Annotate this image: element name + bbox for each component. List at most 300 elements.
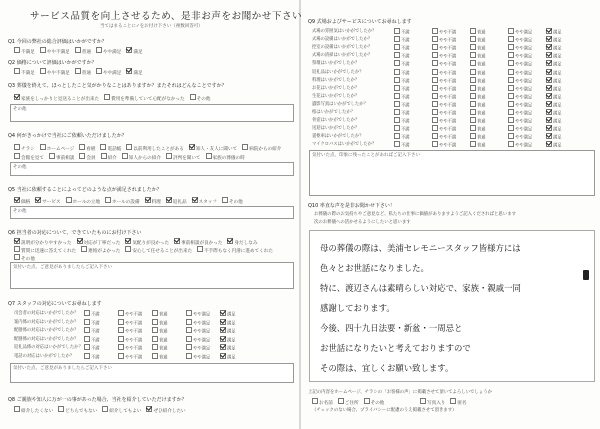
option-item[interactable] xyxy=(14,249,76,254)
q3-other-box[interactable] xyxy=(10,104,294,122)
checkbox[interactable] xyxy=(126,144,132,150)
checkbox[interactable] xyxy=(126,68,132,74)
rating-option[interactable] xyxy=(508,101,546,109)
rating-option[interactable] xyxy=(546,44,584,52)
rating-option[interactable] xyxy=(546,28,584,36)
checkbox[interactable] xyxy=(14,246,20,252)
checkbox[interactable] xyxy=(420,398,426,404)
checkbox[interactable] xyxy=(508,141,514,147)
checkbox[interactable] xyxy=(81,246,87,252)
checkbox[interactable] xyxy=(508,44,514,50)
q8-options[interactable] xyxy=(14,406,191,414)
checkbox[interactable] xyxy=(145,197,151,203)
rating-option[interactable] xyxy=(394,117,432,125)
rating-option[interactable] xyxy=(394,141,432,149)
checkbox[interactable] xyxy=(49,153,55,159)
rating-option[interactable] xyxy=(508,85,546,93)
rating-option[interactable] xyxy=(394,125,432,133)
rating-option[interactable] xyxy=(508,36,546,44)
rating-option[interactable] xyxy=(432,60,470,68)
checkbox[interactable] xyxy=(508,77,514,83)
checkbox[interactable] xyxy=(105,197,111,203)
option-item[interactable] xyxy=(96,50,121,55)
rating-option[interactable] xyxy=(432,77,470,85)
rating-option[interactable] xyxy=(152,319,186,327)
rating-option[interactable] xyxy=(432,36,470,44)
checkbox[interactable] xyxy=(470,93,476,99)
checkbox[interactable] xyxy=(394,101,400,107)
option-item[interactable] xyxy=(122,156,161,161)
checkbox[interactable] xyxy=(192,197,198,203)
q1-options[interactable] xyxy=(14,47,148,55)
checkbox[interactable] xyxy=(508,60,514,66)
rating-option[interactable] xyxy=(432,101,470,109)
rating-option[interactable] xyxy=(394,109,432,117)
checkbox[interactable] xyxy=(14,238,20,244)
checkbox[interactable] xyxy=(152,353,158,359)
rating-option[interactable] xyxy=(394,44,432,52)
q11-options-2[interactable] xyxy=(420,398,472,406)
checkbox[interactable] xyxy=(14,406,20,412)
rating-option[interactable] xyxy=(394,93,432,101)
checkbox[interactable] xyxy=(220,336,226,342)
rating-option[interactable] xyxy=(546,69,584,77)
checkbox[interactable] xyxy=(470,69,476,75)
checkbox[interactable] xyxy=(394,36,400,42)
option-item[interactable] xyxy=(49,156,74,161)
checkbox[interactable] xyxy=(186,319,192,325)
checkbox[interactable] xyxy=(394,85,400,91)
rating-option[interactable] xyxy=(508,93,546,101)
rating-option[interactable] xyxy=(508,77,546,85)
checkbox[interactable] xyxy=(470,52,476,58)
checkbox[interactable] xyxy=(166,153,172,159)
rating-option[interactable] xyxy=(508,141,546,149)
checkbox[interactable] xyxy=(432,60,438,66)
rating-option[interactable] xyxy=(432,117,470,125)
rating-option[interactable] xyxy=(432,28,470,36)
rating-option[interactable] xyxy=(508,44,546,52)
rating-option[interactable] xyxy=(470,109,508,117)
checkbox[interactable] xyxy=(84,319,90,325)
q4-options-row2[interactable] xyxy=(14,153,250,161)
checkbox[interactable] xyxy=(126,47,132,53)
rating-option[interactable] xyxy=(394,133,432,141)
rating-option[interactable] xyxy=(186,336,220,344)
rating-option[interactable] xyxy=(152,353,186,361)
option-item[interactable] xyxy=(242,147,281,152)
rating-option[interactable] xyxy=(118,327,152,335)
checkbox[interactable] xyxy=(432,52,438,58)
checkbox[interactable] xyxy=(394,44,400,50)
rating-option[interactable] xyxy=(470,69,508,77)
checkbox[interactable] xyxy=(394,117,400,123)
checkbox[interactable] xyxy=(84,336,90,342)
checkbox[interactable] xyxy=(508,101,514,107)
rating-option[interactable] xyxy=(546,109,584,117)
rating-option[interactable] xyxy=(470,77,508,85)
q6-options-row1[interactable] xyxy=(14,238,262,246)
checkbox[interactable] xyxy=(118,344,124,350)
option-item[interactable] xyxy=(192,200,217,205)
q2-options[interactable] xyxy=(14,68,148,76)
option-item[interactable] xyxy=(75,50,91,55)
rating-option[interactable] xyxy=(220,319,254,327)
rating-option[interactable] xyxy=(84,310,118,318)
checkbox[interactable] xyxy=(546,77,552,83)
rating-option[interactable] xyxy=(470,85,508,93)
option-item[interactable] xyxy=(14,241,72,246)
checkbox[interactable] xyxy=(432,125,438,131)
rating-option[interactable] xyxy=(186,310,220,318)
option-item[interactable] xyxy=(312,401,333,406)
rating-option[interactable] xyxy=(394,85,432,93)
checkbox[interactable] xyxy=(186,353,192,359)
rating-option[interactable] xyxy=(432,93,470,101)
rating-option[interactable] xyxy=(470,133,508,141)
checkbox[interactable] xyxy=(546,36,552,42)
checkbox[interactable] xyxy=(220,327,226,333)
checkbox[interactable] xyxy=(189,144,195,150)
checkbox[interactable] xyxy=(146,406,152,412)
rating-option[interactable] xyxy=(432,133,470,141)
rating-option[interactable] xyxy=(546,77,584,85)
q9-comment-box[interactable] xyxy=(309,150,595,196)
checkbox[interactable] xyxy=(470,85,476,91)
checkbox[interactable] xyxy=(432,77,438,83)
option-item[interactable] xyxy=(190,97,211,102)
checkbox[interactable] xyxy=(166,197,172,203)
checkbox[interactable] xyxy=(546,125,552,131)
checkbox[interactable] xyxy=(432,93,438,99)
checkbox[interactable] xyxy=(152,336,158,342)
option-item[interactable] xyxy=(40,147,74,152)
checkbox[interactable] xyxy=(508,36,514,42)
rating-option[interactable] xyxy=(84,327,118,335)
checkbox[interactable] xyxy=(546,141,552,147)
rating-option[interactable] xyxy=(152,336,186,344)
checkbox[interactable] xyxy=(546,28,552,34)
checkbox[interactable] xyxy=(220,310,226,316)
option-item[interactable] xyxy=(79,156,95,161)
checkbox[interactable] xyxy=(394,69,400,75)
checkbox[interactable] xyxy=(14,254,20,260)
rating-option[interactable] xyxy=(508,125,546,133)
checkbox[interactable] xyxy=(118,310,124,316)
checkbox[interactable] xyxy=(152,310,158,316)
checkbox[interactable] xyxy=(470,117,476,123)
checkbox[interactable] xyxy=(14,94,20,100)
checkbox[interactable] xyxy=(84,353,90,359)
checkbox[interactable] xyxy=(546,44,552,50)
checkbox[interactable] xyxy=(35,197,41,203)
rating-option[interactable] xyxy=(470,125,508,133)
checkbox[interactable] xyxy=(546,101,552,107)
checkbox[interactable] xyxy=(432,141,438,147)
rating-option[interactable] xyxy=(152,327,186,335)
rating-option[interactable] xyxy=(432,109,470,117)
checkbox[interactable] xyxy=(432,133,438,139)
checkbox[interactable] xyxy=(470,133,476,139)
checkbox[interactable] xyxy=(432,36,438,42)
checkbox[interactable] xyxy=(470,101,476,107)
rating-option[interactable] xyxy=(84,336,118,344)
rating-option[interactable] xyxy=(470,36,508,44)
option-item[interactable] xyxy=(222,200,243,205)
rating-option[interactable] xyxy=(186,344,220,352)
option-item[interactable] xyxy=(166,156,201,161)
option-item[interactable] xyxy=(125,241,169,246)
checkbox[interactable] xyxy=(432,117,438,123)
rating-option[interactable] xyxy=(546,117,584,125)
option-item[interactable] xyxy=(104,97,185,102)
q4-other-box[interactable] xyxy=(10,162,294,176)
option-item[interactable] xyxy=(174,241,222,246)
option-item[interactable] xyxy=(338,401,359,406)
checkbox[interactable] xyxy=(152,327,158,333)
option-item[interactable] xyxy=(75,71,91,76)
q3-options[interactable] xyxy=(14,94,215,102)
checkbox[interactable] xyxy=(84,310,90,316)
checkbox[interactable] xyxy=(118,327,124,333)
rating-option[interactable] xyxy=(546,125,584,133)
checkbox[interactable] xyxy=(470,141,476,147)
rating-option[interactable] xyxy=(470,60,508,68)
checkbox[interactable] xyxy=(125,238,131,244)
rating-option[interactable] xyxy=(432,69,470,77)
checkbox[interactable] xyxy=(220,353,226,359)
rating-option[interactable] xyxy=(118,310,152,318)
checkbox[interactable] xyxy=(227,238,233,244)
rating-option[interactable] xyxy=(508,109,546,117)
rating-option[interactable] xyxy=(546,133,584,141)
option-item[interactable] xyxy=(166,200,187,205)
option-item[interactable] xyxy=(14,156,44,161)
checkbox[interactable] xyxy=(14,68,20,74)
option-item[interactable] xyxy=(125,249,192,254)
option-item[interactable] xyxy=(420,401,445,406)
option-item[interactable] xyxy=(79,147,95,152)
q6-options-row2[interactable] xyxy=(14,246,278,254)
checkbox[interactable] xyxy=(432,101,438,107)
option-item[interactable] xyxy=(14,147,35,152)
rating-option[interactable] xyxy=(508,133,546,141)
checkbox[interactable] xyxy=(546,109,552,115)
option-item[interactable] xyxy=(126,147,184,152)
rating-option[interactable] xyxy=(394,101,432,109)
checkbox[interactable] xyxy=(364,398,370,404)
rating-option[interactable] xyxy=(220,344,254,352)
checkbox[interactable] xyxy=(206,153,212,159)
checkbox[interactable] xyxy=(394,125,400,131)
checkbox[interactable] xyxy=(470,60,476,66)
checkbox[interactable] xyxy=(220,344,226,350)
rating-option[interactable] xyxy=(470,93,508,101)
rating-option[interactable] xyxy=(470,117,508,125)
option-item[interactable] xyxy=(81,249,120,254)
rating-option[interactable] xyxy=(432,125,470,133)
option-item[interactable] xyxy=(146,409,185,414)
rating-option[interactable] xyxy=(546,101,584,109)
option-item[interactable] xyxy=(14,200,30,205)
checkbox[interactable] xyxy=(508,85,514,91)
checkbox[interactable] xyxy=(40,144,46,150)
checkbox[interactable] xyxy=(125,246,131,252)
checkbox[interactable] xyxy=(508,125,514,131)
checkbox[interactable] xyxy=(100,144,106,150)
checkbox[interactable] xyxy=(450,398,456,404)
checkbox[interactable] xyxy=(508,28,514,34)
rating-option[interactable] xyxy=(84,353,118,361)
checkbox[interactable] xyxy=(118,353,124,359)
option-item[interactable] xyxy=(14,257,35,262)
option-item[interactable] xyxy=(189,147,237,152)
checkbox[interactable] xyxy=(394,133,400,139)
rating-option[interactable] xyxy=(546,85,584,93)
option-item[interactable] xyxy=(100,147,121,152)
checkbox[interactable] xyxy=(40,68,46,74)
option-item[interactable] xyxy=(105,200,139,205)
checkbox[interactable] xyxy=(174,238,180,244)
option-item[interactable] xyxy=(101,156,117,161)
q5-options[interactable] xyxy=(14,197,248,205)
checkbox[interactable] xyxy=(77,238,83,244)
checkbox[interactable] xyxy=(118,319,124,325)
checkbox[interactable] xyxy=(96,47,102,53)
checkbox[interactable] xyxy=(432,109,438,115)
rating-option[interactable] xyxy=(394,77,432,85)
checkbox[interactable] xyxy=(470,77,476,83)
checkbox[interactable] xyxy=(394,141,400,147)
rating-option[interactable] xyxy=(220,327,254,335)
option-item[interactable] xyxy=(206,156,245,161)
option-item[interactable] xyxy=(126,71,142,76)
q4-options-row1[interactable] xyxy=(14,144,286,152)
option-item[interactable] xyxy=(66,200,100,205)
rating-option[interactable] xyxy=(84,319,118,327)
checkbox[interactable] xyxy=(470,44,476,50)
rating-option[interactable] xyxy=(508,28,546,36)
checkbox[interactable] xyxy=(66,197,72,203)
rating-option[interactable] xyxy=(546,93,584,101)
rating-option[interactable] xyxy=(508,52,546,60)
rating-option[interactable] xyxy=(432,44,470,52)
rating-option[interactable] xyxy=(546,141,584,149)
option-item[interactable] xyxy=(145,200,161,205)
checkbox[interactable] xyxy=(470,125,476,131)
checkbox[interactable] xyxy=(101,153,107,159)
option-item[interactable] xyxy=(364,401,385,406)
checkbox[interactable] xyxy=(470,109,476,115)
rating-option[interactable] xyxy=(118,319,152,327)
rating-option[interactable] xyxy=(220,310,254,318)
option-item[interactable] xyxy=(14,50,35,55)
checkbox[interactable] xyxy=(394,60,400,66)
rating-option[interactable] xyxy=(186,353,220,361)
checkbox[interactable] xyxy=(75,47,81,53)
checkbox[interactable] xyxy=(546,133,552,139)
checkbox[interactable] xyxy=(546,52,552,58)
rating-option[interactable] xyxy=(152,310,186,318)
checkbox[interactable] xyxy=(220,319,226,325)
rating-option[interactable] xyxy=(432,85,470,93)
rating-option[interactable] xyxy=(508,117,546,125)
rating-option[interactable] xyxy=(432,52,470,60)
rating-option[interactable] xyxy=(220,353,254,361)
checkbox[interactable] xyxy=(508,133,514,139)
checkbox[interactable] xyxy=(432,69,438,75)
checkbox[interactable] xyxy=(242,144,248,150)
q6-options-row3[interactable] xyxy=(14,254,40,262)
checkbox[interactable] xyxy=(394,109,400,115)
checkbox[interactable] xyxy=(508,52,514,58)
checkbox[interactable] xyxy=(546,69,552,75)
rating-option[interactable] xyxy=(186,319,220,327)
checkbox[interactable] xyxy=(508,69,514,75)
checkbox[interactable] xyxy=(546,60,552,66)
checkbox[interactable] xyxy=(186,310,192,316)
rating-option[interactable] xyxy=(394,28,432,36)
option-item[interactable] xyxy=(77,241,121,246)
checkbox[interactable] xyxy=(14,197,20,203)
rating-option[interactable] xyxy=(508,60,546,68)
rating-option[interactable] xyxy=(508,69,546,77)
rating-option[interactable] xyxy=(394,60,432,68)
checkbox[interactable] xyxy=(470,28,476,34)
rating-option[interactable] xyxy=(394,69,432,77)
checkbox[interactable] xyxy=(40,47,46,53)
rating-option[interactable] xyxy=(118,344,152,352)
option-item[interactable] xyxy=(14,97,99,102)
checkbox[interactable] xyxy=(84,344,90,350)
rating-option[interactable] xyxy=(470,28,508,36)
checkbox[interactable] xyxy=(14,47,20,53)
checkbox[interactable] xyxy=(58,406,64,412)
checkbox[interactable] xyxy=(186,327,192,333)
option-item[interactable] xyxy=(102,409,141,414)
q6-comment-box[interactable] xyxy=(10,262,294,289)
rating-option[interactable] xyxy=(394,36,432,44)
option-item[interactable] xyxy=(126,50,142,55)
rating-option[interactable] xyxy=(546,60,584,68)
checkbox[interactable] xyxy=(432,28,438,34)
rating-option[interactable] xyxy=(546,36,584,44)
checkbox[interactable] xyxy=(118,336,124,342)
checkbox[interactable] xyxy=(546,93,552,99)
checkbox[interactable] xyxy=(84,327,90,333)
checkbox[interactable] xyxy=(338,398,344,404)
option-item[interactable] xyxy=(40,71,70,76)
checkbox[interactable] xyxy=(104,94,110,100)
checkbox[interactable] xyxy=(79,144,85,150)
q11-options[interactable] xyxy=(312,398,389,406)
checkbox[interactable] xyxy=(190,94,196,100)
checkbox[interactable] xyxy=(546,117,552,123)
checkbox[interactable] xyxy=(508,93,514,99)
checkbox[interactable] xyxy=(508,117,514,123)
rating-option[interactable] xyxy=(84,344,118,352)
checkbox[interactable] xyxy=(394,77,400,83)
checkbox[interactable] xyxy=(102,406,108,412)
rating-option[interactable] xyxy=(118,353,152,361)
option-item[interactable] xyxy=(450,401,466,406)
checkbox[interactable] xyxy=(96,68,102,74)
checkbox[interactable] xyxy=(508,109,514,115)
checkbox[interactable] xyxy=(197,246,203,252)
checkbox[interactable] xyxy=(546,85,552,91)
checkbox[interactable] xyxy=(186,344,192,350)
rating-option[interactable] xyxy=(220,336,254,344)
